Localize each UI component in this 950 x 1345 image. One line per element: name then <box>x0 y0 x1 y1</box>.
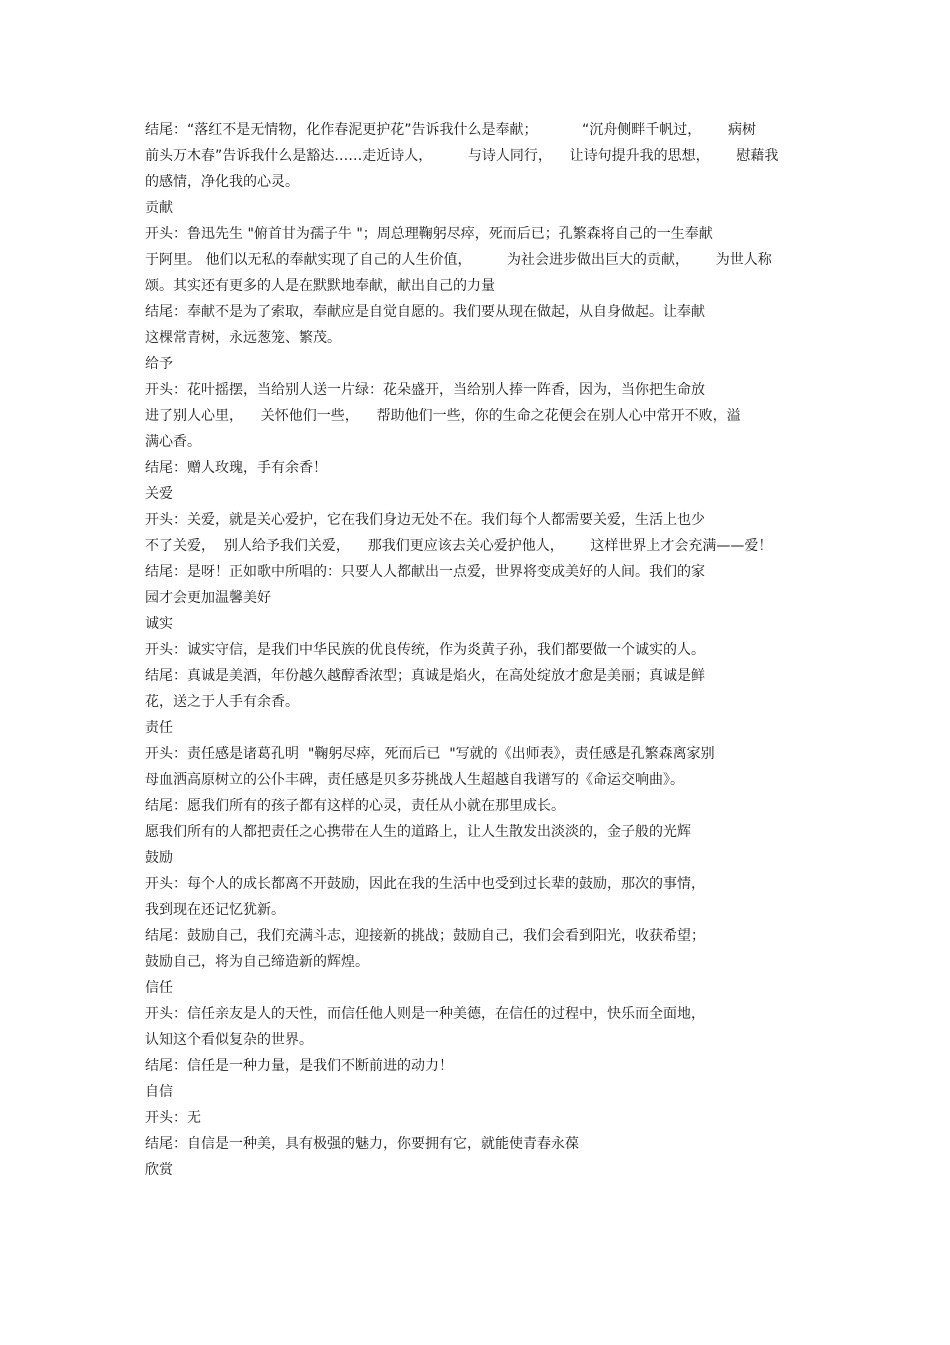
text-line: 结尾：自信是一种美，具有极强的魅力，你要拥有它，就能使青春永葆 <box>145 1136 579 1152</box>
text-line: 开头：信任亲友是人的天性，而信任他人则是一种美德，在信任的过程中，快乐而全面地， <box>145 1006 705 1022</box>
text-line: 鼓励自己，将为自己缔造新的辉煌。 <box>145 954 369 970</box>
text-line: 结尾：真诚是美酒，年份越久越醇香浓型；真诚是焰火，在高处绽放才愈是美丽；真诚是鲜 <box>145 668 705 684</box>
section-heading: 欣赏 <box>145 1162 173 1178</box>
section-heading: 关爱 <box>145 486 173 502</box>
section-heading: 诚实 <box>145 616 173 632</box>
text-line: 花，送之于人手有余香。 <box>145 694 299 710</box>
text-line: 开头：每个人的成长都离不开鼓励，因此在我的生活中也受到过长辈的鼓励，那次的事情， <box>145 876 705 892</box>
text-line: 进了别人心里， 关怀他们一些， 帮助他们一些，你的生命之花便会在别人心中常开不败，溢 <box>145 408 741 424</box>
section-heading: 鼓励 <box>145 850 173 866</box>
text-line: 结尾：奉献不是为了索取，奉献应是自觉自愿的。我们要从现在做起，从自身做起。让奉献 <box>145 304 705 320</box>
text-line: 结尾：赠人玫瑰，手有余香！ <box>145 460 327 476</box>
text-line: 不了关爱， 别人给予我们关爱， 那我们更应该去关心爱护他人， 这样世界上才会充满——爱！ <box>145 538 773 554</box>
text-line: 开头：花叶摇摆，当给别人送一片绿：花朵盛开，当给别人捧一阵香，因为，当你把生命放 <box>145 382 705 398</box>
text-line: 园才会更加温馨美好 <box>145 590 271 606</box>
text-line: 认知这个看似复杂的世界。 <box>145 1032 313 1048</box>
text-line: 前头万木春”告诉我什么是豁达……走近诗人， 与诗人同行， 让诗句提升我的思想， 慰藉我 <box>145 148 779 164</box>
text-line: 愿我们所有的人都把责任之心携带在人生的道路上，让人生散发出淡淡的，金子般的光辉 <box>145 824 691 840</box>
section-heading: 贡献 <box>145 200 173 216</box>
text-line: 于阿里。 他们以无私的奉献实现了自己的人生价值， 为社会进步做出巨大的贡献， 为世人称 <box>145 252 772 268</box>
text-line: 开头：关爱，就是关心爱护，它在我们身边无处不在。我们每个人都需要关爱，生活上也少 <box>145 512 705 528</box>
section-heading: 信任 <box>145 980 173 996</box>
text-line: 的感情，净化我的心灵。 <box>145 174 299 190</box>
text-line: 这棵常青树，永远葱笼、繁茂。 <box>145 330 341 346</box>
section-heading: 责任 <box>145 720 173 736</box>
text-line: 开头：责任感是诸葛孔明 "鞠躬尽瘁，死而后已 "写就的《出师表》，责任感是孔繁森离家别 <box>145 746 715 762</box>
text-line: 结尾：愿我们所有的孩子都有这样的心灵，责任从小就在那里成长。 <box>145 798 565 814</box>
text-line: 满心香。 <box>145 434 201 450</box>
text-line: 结尾：鼓励自己，我们充满斗志，迎接新的挑战；鼓励自己，我们会看到阳光，收获希望； <box>145 928 705 944</box>
section-heading: 自信 <box>145 1084 173 1100</box>
section-heading: 给予 <box>145 356 173 372</box>
text-line: 我到现在还记忆犹新。 <box>145 902 285 918</box>
text-line: 结尾：“落红不是无情物，化作春泥更护花”告诉我什么是奉献； “沉舟侧畔千帆过， 病树 <box>145 122 756 138</box>
text-line: 开头：无 <box>145 1110 201 1126</box>
text-line: 开头：诚实守信，是我们中华民族的优良传统，作为炎黄子孙，我们都要做一个诚实的人。 <box>145 642 705 658</box>
text-line: 开头：鲁迅先生 "俯首甘为孺子牛 "；周总理鞠躬尽瘁，死而后已；孔繁森将自己的一生奉献 <box>145 226 713 242</box>
text-line: 结尾：信任是一种力量，是我们不断前进的动力！ <box>145 1058 453 1074</box>
text-line: 母血洒高原树立的公仆丰碑，责任感是贝多芬挑战人生超越自我谱写的《命运交响曲》。 <box>145 772 684 788</box>
text-line: 颂。其实还有更多的人是在默默地奉献，献出自己的力量 <box>145 278 495 294</box>
text-line: 结尾：是呀！正如歌中所唱的：只要人人都献出一点爱，世界将变成美好的人间。我们的家 <box>145 564 705 580</box>
